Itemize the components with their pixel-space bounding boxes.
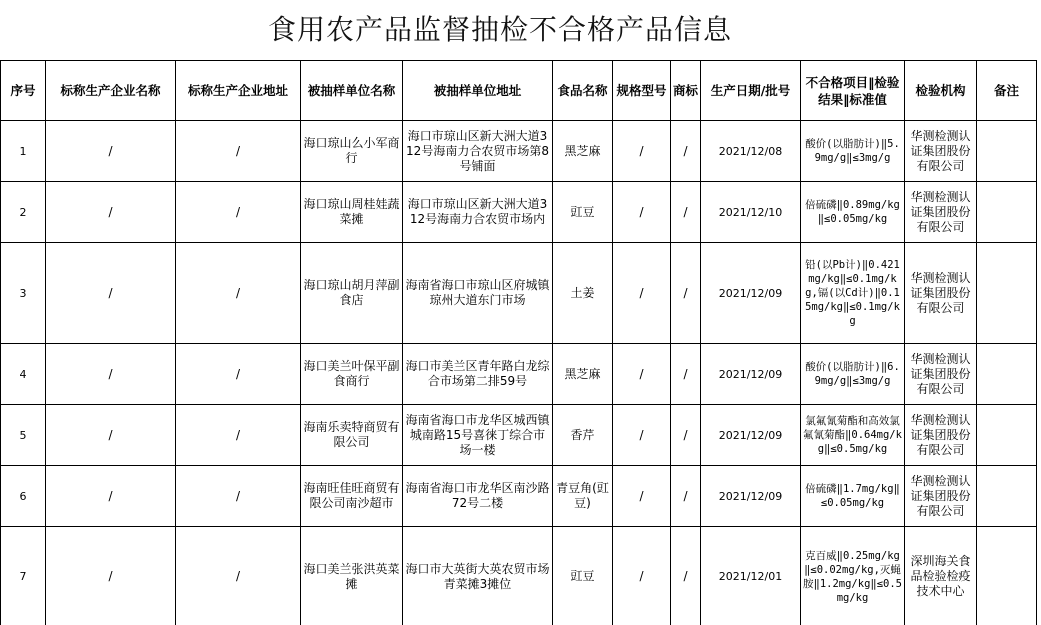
cell-brand[interactable]: / <box>671 466 701 527</box>
cell-agency[interactable]: 华测检测认证集团股份有限公司 <box>905 121 977 182</box>
cell-sampled-addr[interactable]: 海南省海口市龙华区南沙路72号二楼 <box>403 466 553 527</box>
header-cell[interactable]: 生产日期/批号 <box>701 61 801 121</box>
cell-note[interactable] <box>977 527 1037 625</box>
cell-mfr-addr[interactable]: / <box>176 466 301 527</box>
header-cell[interactable]: 备注 <box>977 61 1037 121</box>
cell-mfr-addr[interactable]: / <box>176 243 301 344</box>
cell-agency[interactable]: 华测检测认证集团股份有限公司 <box>905 182 977 243</box>
table-row <box>1 243 1037 344</box>
table-row <box>1 182 1037 243</box>
cell-mfr-name[interactable]: / <box>46 121 176 182</box>
cell-spec[interactable]: / <box>613 243 671 344</box>
cell-sampled-name[interactable]: 海口琼山么小军商行 <box>301 121 403 182</box>
cell-sampled-name[interactable]: 海口琼山周桂娃蔬菜摊 <box>301 182 403 243</box>
cell-result[interactable]: 克百威‖0.25mg/kg‖≤0.02mg/kg,灭蝇胺‖1.2mg/kg‖≤0.5mg/kg <box>801 527 905 625</box>
cell-brand[interactable]: / <box>671 243 701 344</box>
header-cell[interactable]: 食品名称 <box>553 61 613 121</box>
cell-sampled-addr[interactable]: 海口市大英街大英农贸市场青菜摊3摊位 <box>403 527 553 625</box>
header-cell[interactable]: 规格型号 <box>613 61 671 121</box>
table-row <box>1 121 1037 182</box>
cell-note[interactable] <box>977 405 1037 466</box>
header-row <box>1 61 1037 121</box>
cell-mfr-name[interactable]: / <box>46 405 176 466</box>
cell-food[interactable]: 豇豆 <box>553 527 613 625</box>
cell-mfr-name[interactable]: / <box>46 344 176 405</box>
cell-agency[interactable]: 深圳海关食品检验检疫技术中心 <box>905 527 977 625</box>
cell-sampled-addr[interactable]: 海口市琼山区新大洲大道312号海南力合农贸市场内 <box>403 182 553 243</box>
cell-spec[interactable]: / <box>613 466 671 527</box>
header-cell[interactable]: 标称生产企业地址 <box>176 61 301 121</box>
cell-sampled-addr[interactable]: 海南省海口市龙华区城西镇城南路15号喜徕丁综合市场一楼 <box>403 405 553 466</box>
cell-date[interactable]: 2021/12/10 <box>701 182 801 243</box>
cell-mfr-name[interactable]: / <box>46 243 176 344</box>
cell-no[interactable]: 5 <box>1 405 46 466</box>
cell-result[interactable]: 酸价(以脂肪计)‖5.9mg/g‖≤3mg/g <box>801 121 905 182</box>
cell-mfr-addr[interactable]: / <box>176 405 301 466</box>
cell-date[interactable]: 2021/12/09 <box>701 344 801 405</box>
cell-brand[interactable]: / <box>671 121 701 182</box>
cell-mfr-addr[interactable]: / <box>176 527 301 625</box>
table-row <box>1 466 1037 527</box>
cell-no[interactable]: 6 <box>1 466 46 527</box>
table-row <box>1 527 1037 625</box>
header-cell[interactable]: 商标 <box>671 61 701 121</box>
cell-result[interactable]: 氯氟氰菊酯和高效氯氟氰菊酯‖0.64mg/kg‖≤0.5mg/kg <box>801 405 905 466</box>
cell-mfr-name[interactable]: / <box>46 466 176 527</box>
table-row <box>1 344 1037 405</box>
cell-date[interactable]: 2021/12/09 <box>701 466 801 527</box>
cell-sampled-addr[interactable]: 海口市美兰区青年路白龙综合市场第二排59号 <box>403 344 553 405</box>
cell-mfr-addr[interactable]: / <box>176 121 301 182</box>
cell-sampled-name[interactable]: 海口琼山胡月萍副食店 <box>301 243 403 344</box>
cell-food[interactable]: 黑芝麻 <box>553 121 613 182</box>
cell-spec[interactable]: / <box>613 182 671 243</box>
cell-brand[interactable]: / <box>671 405 701 466</box>
cell-agency[interactable]: 华测检测认证集团股份有限公司 <box>905 466 977 527</box>
cell-note[interactable] <box>977 182 1037 243</box>
cell-date[interactable]: 2021/12/08 <box>701 121 801 182</box>
cell-result[interactable]: 铅(以Pb计)‖0.421mg/kg‖≤0.1mg/kg,镉(以Cd计)‖0.15mg/kg‖≤0.1mg/kg <box>801 243 905 344</box>
cell-brand[interactable]: / <box>671 344 701 405</box>
cell-date[interactable]: 2021/12/09 <box>701 405 801 466</box>
cell-result[interactable]: 倍硫磷‖1.7mg/kg‖≤0.05mg/kg <box>801 466 905 527</box>
cell-mfr-name[interactable]: / <box>46 527 176 625</box>
cell-food[interactable]: 青豆角(豇豆) <box>553 466 613 527</box>
cell-food[interactable]: 香芹 <box>553 405 613 466</box>
cell-result[interactable]: 倍硫磷‖0.89mg/kg‖≤0.05mg/kg <box>801 182 905 243</box>
cell-result[interactable]: 酸价(以脂肪计)‖6.9mg/g‖≤3mg/g <box>801 344 905 405</box>
cell-note[interactable] <box>977 121 1037 182</box>
cell-brand[interactable]: / <box>671 527 701 625</box>
inspection-table <box>0 60 1037 625</box>
cell-food[interactable]: 黑芝麻 <box>553 344 613 405</box>
cell-sampled-name[interactable]: 海口美兰张洪英菜摊 <box>301 527 403 625</box>
cell-sampled-addr[interactable]: 海南省海口市琼山区府城镇琼州大道东门市场 <box>403 243 553 344</box>
cell-date[interactable]: 2021/12/01 <box>701 527 801 625</box>
header-cell[interactable]: 序号 <box>1 61 46 121</box>
header-cell[interactable]: 被抽样单位地址 <box>403 61 553 121</box>
cell-agency[interactable]: 华测检测认证集团股份有限公司 <box>905 243 977 344</box>
cell-no[interactable]: 1 <box>1 121 46 182</box>
cell-no[interactable]: 2 <box>1 182 46 243</box>
header-cell[interactable]: 检验机构 <box>905 61 977 121</box>
header-cell[interactable]: 不合格项目‖检验结果‖标准值 <box>801 61 905 121</box>
cell-agency[interactable]: 华测检测认证集团股份有限公司 <box>905 405 977 466</box>
cell-mfr-addr[interactable]: / <box>176 344 301 405</box>
cell-sampled-name[interactable]: 海口美兰叶保平副食商行 <box>301 344 403 405</box>
cell-spec[interactable]: / <box>613 344 671 405</box>
cell-spec[interactable]: / <box>613 405 671 466</box>
cell-note[interactable] <box>977 466 1037 527</box>
cell-spec[interactable]: / <box>613 527 671 625</box>
cell-no[interactable]: 4 <box>1 344 46 405</box>
cell-brand[interactable]: / <box>671 182 701 243</box>
cell-sampled-name[interactable]: 海南乐卖特商贸有限公司 <box>301 405 403 466</box>
cell-food[interactable]: 土姜 <box>553 243 613 344</box>
cell-food[interactable]: 豇豆 <box>553 182 613 243</box>
cell-no[interactable]: 7 <box>1 527 46 625</box>
cell-note[interactable] <box>977 344 1037 405</box>
page-title: 食用农产品监督抽检不合格产品信息 <box>267 13 732 46</box>
cell-spec[interactable]: / <box>613 121 671 182</box>
cell-mfr-name[interactable]: / <box>46 182 176 243</box>
cell-mfr-addr[interactable]: / <box>176 182 301 243</box>
header-cell[interactable]: 标称生产企业名称 <box>46 61 176 121</box>
cell-note[interactable] <box>977 243 1037 344</box>
cell-agency[interactable]: 华测检测认证集团股份有限公司 <box>905 344 977 405</box>
header-cell[interactable]: 被抽样单位名称 <box>301 61 403 121</box>
cell-sampled-name[interactable]: 海南旺佳旺商贸有限公司南沙超市 <box>301 466 403 527</box>
cell-date[interactable]: 2021/12/09 <box>701 243 801 344</box>
cell-sampled-addr[interactable]: 海口市琼山区新大洲大道312号海南力合农贸市场第8号铺面 <box>403 121 553 182</box>
table-row <box>1 405 1037 466</box>
cell-no[interactable]: 3 <box>1 243 46 344</box>
